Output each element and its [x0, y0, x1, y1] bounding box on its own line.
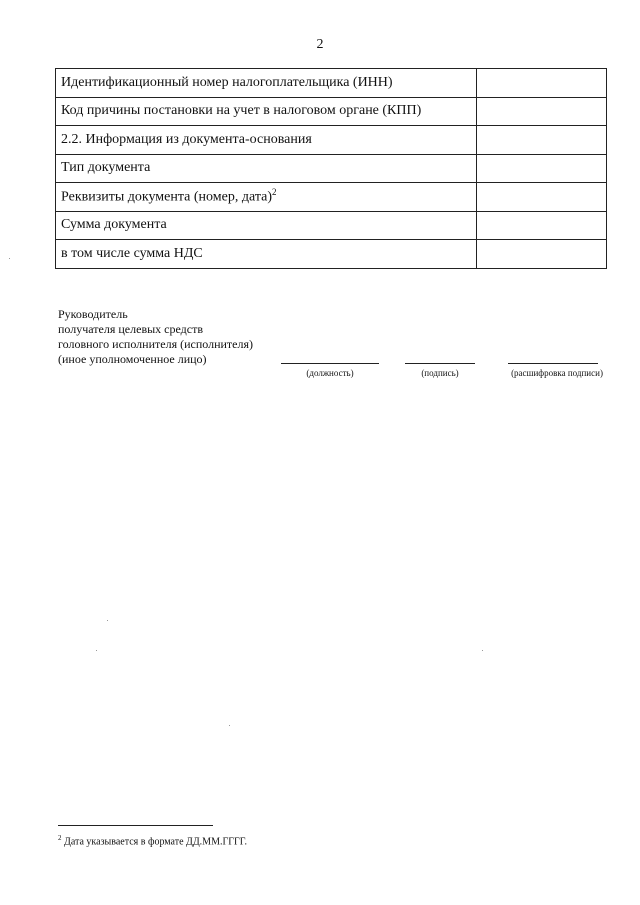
scan-speck	[229, 725, 230, 726]
row-label-vat-sum: в том числе сумма НДС	[56, 240, 477, 269]
scan-speck	[96, 650, 97, 651]
table-row	[56, 97, 607, 126]
position-caption: (должность)	[306, 368, 354, 378]
scan-speck	[482, 650, 483, 651]
scan-speck	[9, 258, 10, 259]
footnote	[58, 834, 247, 847]
table-row	[56, 126, 607, 155]
table-row	[56, 211, 607, 240]
document-details-text: Реквизиты документа (номер, дата)	[61, 190, 272, 206]
row-value-inn[interactable]	[477, 69, 607, 98]
row-label-document-sum: Сумма документа	[56, 211, 477, 240]
row-label-document-details	[56, 183, 477, 212]
row-label-inn: Идентификационный номер налогоплательщика (ИНН)	[56, 69, 477, 98]
position-line[interactable]	[281, 363, 379, 364]
decryption-line[interactable]	[508, 363, 598, 364]
signature-caption: (подпись)	[421, 368, 459, 378]
info-table	[55, 68, 607, 269]
table-row	[56, 154, 607, 183]
row-value-vat-sum[interactable]	[477, 240, 607, 269]
signatory-line: головного исполнителя (исполнителя)	[58, 337, 253, 351]
row-label-kpp: Код причины постановки на учет в налоговом органе (КПП)	[56, 97, 477, 126]
table-row	[56, 183, 607, 212]
row-label-section-2-2: 2.2. Информация из документа-основания	[56, 126, 477, 155]
signature-line[interactable]	[405, 363, 475, 364]
page-number: 2	[316, 37, 324, 52]
footnote-reference: 2	[271, 187, 277, 198]
row-value-section-2-2[interactable]	[477, 126, 607, 155]
scan-speck	[107, 620, 108, 621]
table-row	[56, 240, 607, 269]
footnote-separator	[58, 825, 213, 826]
decryption-caption: (расшифровка подписи)	[511, 368, 603, 378]
footnote-text: Дата указывается в формате ДД.ММ.ГГГГ.	[61, 836, 247, 848]
row-value-document-details[interactable]	[477, 183, 607, 212]
row-value-kpp[interactable]	[477, 97, 607, 126]
row-value-document-type[interactable]	[477, 154, 607, 183]
signatory-line: получателя целевых средств	[58, 322, 204, 336]
table-row	[56, 69, 607, 98]
signatory-title	[58, 307, 253, 367]
signatory-line: (иное уполномоченное лицо)	[58, 352, 207, 366]
signatory-line: Руководитель	[58, 307, 128, 321]
row-label-document-type: Тип документа	[56, 154, 477, 183]
row-value-document-sum[interactable]	[477, 211, 607, 240]
footnote-marker: 2	[58, 834, 62, 842]
